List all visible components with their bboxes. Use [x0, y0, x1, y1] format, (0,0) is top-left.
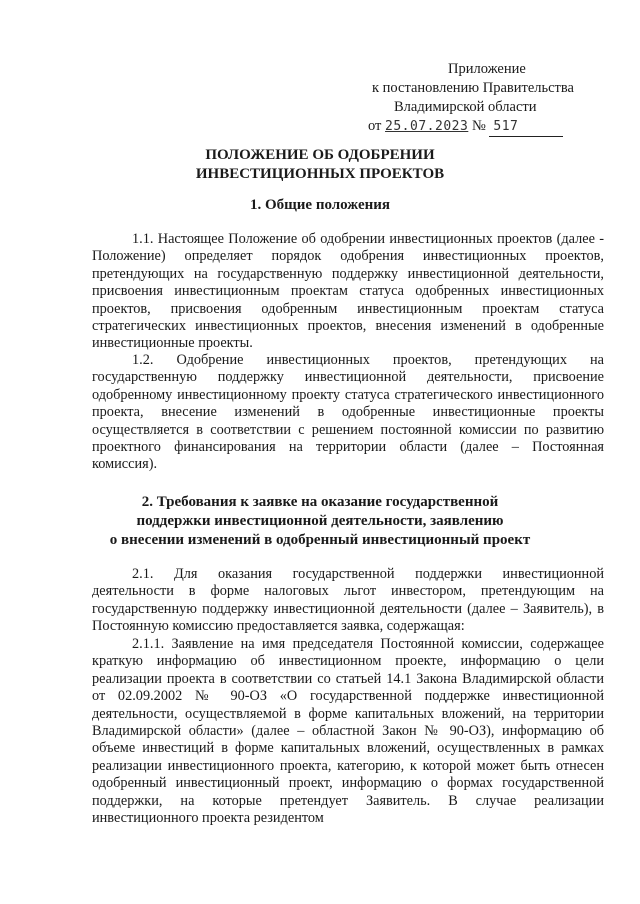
section-2-heading: [0, 493, 640, 550]
document-title: [0, 146, 640, 184]
paragraph-1-2: [92, 352, 604, 474]
paragraph-2-1: [92, 566, 604, 636]
section-2-heading-line-1: 2. Требования к заявке на оказание государственной: [141, 494, 499, 510]
appendix-line-3: Владимирской области: [394, 99, 537, 115]
paragraph-1-2-text: 1.2. Одобрение инвестиционных проектов, претендующих на государственную поддержку инвестиционной деятельности, присвоение одобренному инвестиционному проекту статуса стратегического инвестиционного проекта, внесение изменений в одобренные инвестиционные проекты осуществляется в соответствии с решением постоянной комиссии по развитию проектного финансирования на территории области (далее – Постоянная комиссия).: [92, 352, 604, 473]
number-value: 517: [493, 119, 519, 134]
section-2-heading-line-3: о внесении изменений в одобренный инвестиционный проект: [109, 532, 531, 548]
paragraph-2-1-text: 2.1. Для оказания государственной поддержки инвестиционной деятельности в форме налоговых льгот инвестором, претендующим на государственную поддержку инвестиционной деятельности (далее – Заявитель), в Постоянную комиссию предоставляется заявка, содержащая:: [92, 566, 604, 635]
date-value: 25.07.2023: [385, 119, 469, 134]
appendix-date-line: [368, 117, 618, 137]
section-1-heading: 1. Общие положения: [249, 197, 391, 213]
paragraph-2-1-1: [92, 636, 604, 827]
number-prefix: №: [471, 118, 486, 134]
date-prefix: от: [368, 118, 382, 134]
number-field: [489, 117, 563, 137]
document-title-line-2: ИНВЕСТИЦИОННЫХ ПРОЕКТОВ: [195, 166, 445, 182]
appendix-line-1: Приложение: [448, 61, 526, 77]
appendix-line-2: к постановлению Правительства: [372, 80, 574, 96]
appendix-block: [368, 60, 618, 137]
paragraph-1-1-text: 1.1. Настоящее Положение об одобрении инвестиционных проектов (далее - Положение) определяет порядок одобрения инвестиционных проектов, претендующих на государственную поддержку инвестиционной деятельности, присвоения инвестиционным проектам статуса одобренных инвестиционных проектов, присвоения одобренным инвестиционным проектам статуса стратегических инвестиционных проектов, внесения изменений в одобренные инвестиционные проекты.: [92, 231, 604, 352]
paragraph-2-1-1-text: 2.1.1. Заявление на имя председателя Постоянной комиссии, содержащее краткую информацию об инвестиционном проекте, информацию о цели реализации проекта в соответствии со статьей 14.1 Закона Владимирской области от 02.09.2002 № 90-ОЗ «О государственной поддержке инвестиционной деятельности, осуществляемой в форме капитальных вложений, на территории Владимирской области» (далее – областной Закон № 90-ОЗ), информацию об объеме инвестиций в форме капитальных вложений, осуществленных в рамках реализации инвестиционного проекта, категорию, к которой может быть отнесен одобренный инвестиционный проект, информацию о формах государственной поддержки, на которые претендует Заявитель. В случае реализации инвестиционного проекта резидентом: [92, 636, 604, 827]
document-title-line-1: ПОЛОЖЕНИЕ ОБ ОДОБРЕНИИ: [205, 147, 435, 163]
section-2-heading-line-2: поддержки инвестиционной деятельности, заявлению: [136, 513, 504, 529]
paragraph-1-1: [92, 231, 604, 353]
